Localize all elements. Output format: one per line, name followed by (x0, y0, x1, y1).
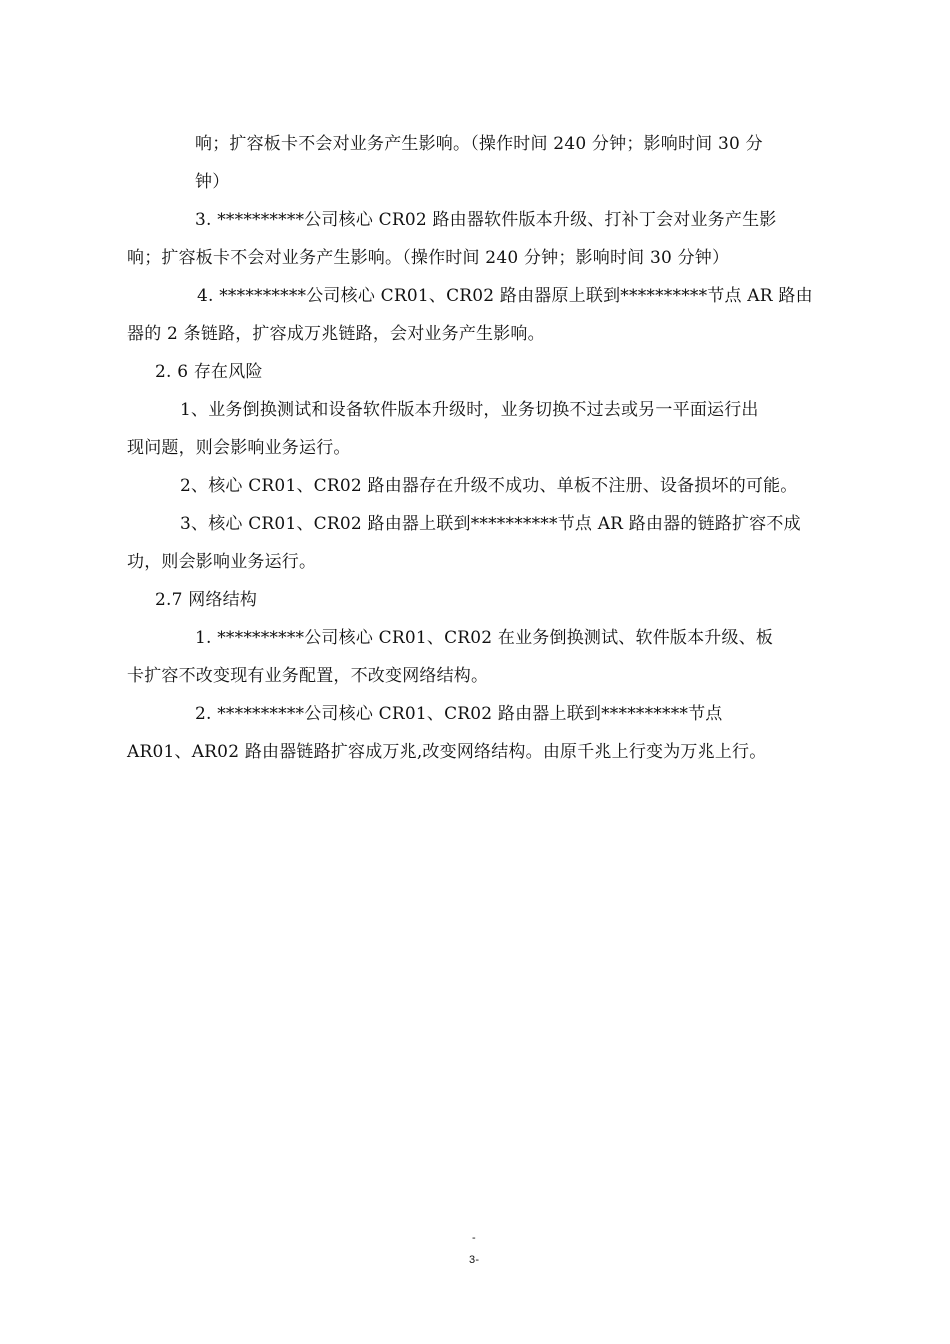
paragraph-line: 1、业务倒换测试和设备软件版本升级时，业务切换不过去或另一平面运行出 (180, 400, 759, 420)
paragraph-line: 现问题，则会影响业务运行。 (127, 438, 351, 458)
paragraph-line: 卡扩容不改变现有业务配置，不改变网络结构。 (127, 666, 489, 686)
paragraph-line: 钟） (195, 172, 230, 192)
footer-dash: - (472, 1232, 476, 1244)
paragraph-line: AR01、AR02 路由器链路扩容成万兆,改变网络结构。由原千兆上行变为万兆上行。 (127, 742, 767, 762)
page-number: 3- (469, 1254, 480, 1266)
paragraph-line: 3、核心 CR01、CR02 路由器上联到**********节点 AR 路由器的链路扩容不成 (180, 514, 801, 534)
paragraph-line: 响；扩容板卡不会对业务产生影响。（操作时间 240 分钟；影响时间 30 分 (195, 134, 763, 154)
paragraph-line: 2. **********公司核心 CR01、CR02 路由器上联到**********节点 (195, 704, 723, 724)
section-heading: 2.7 网络结构 (155, 590, 258, 610)
paragraph-line: 响；扩容板卡不会对业务产生影响。（操作时间 240 分钟；影响时间 30 分钟） (127, 248, 730, 268)
paragraph-line: 功，则会影响业务运行。 (127, 552, 317, 572)
paragraph-line: 2、核心 CR01、CR02 路由器存在升级不成功、单板不注册、设备损坏的可能。 (180, 476, 798, 496)
section-heading: 2. 6 存在风险 (155, 362, 263, 382)
paragraph-line: 器的 2 条链路，扩容成万兆链路，会对业务产生影响。 (127, 324, 545, 344)
paragraph-line: 1. **********公司核心 CR01、CR02 在业务倒换测试、软件版本升级、板 (195, 628, 774, 648)
paragraph-line: 3. **********公司核心 CR02 路由器软件版本升级、打补丁会对业务产生影 (195, 210, 777, 230)
paragraph-line: 4. **********公司核心 CR01、CR02 路由器原上联到**********节点 AR 路由 (197, 286, 813, 306)
